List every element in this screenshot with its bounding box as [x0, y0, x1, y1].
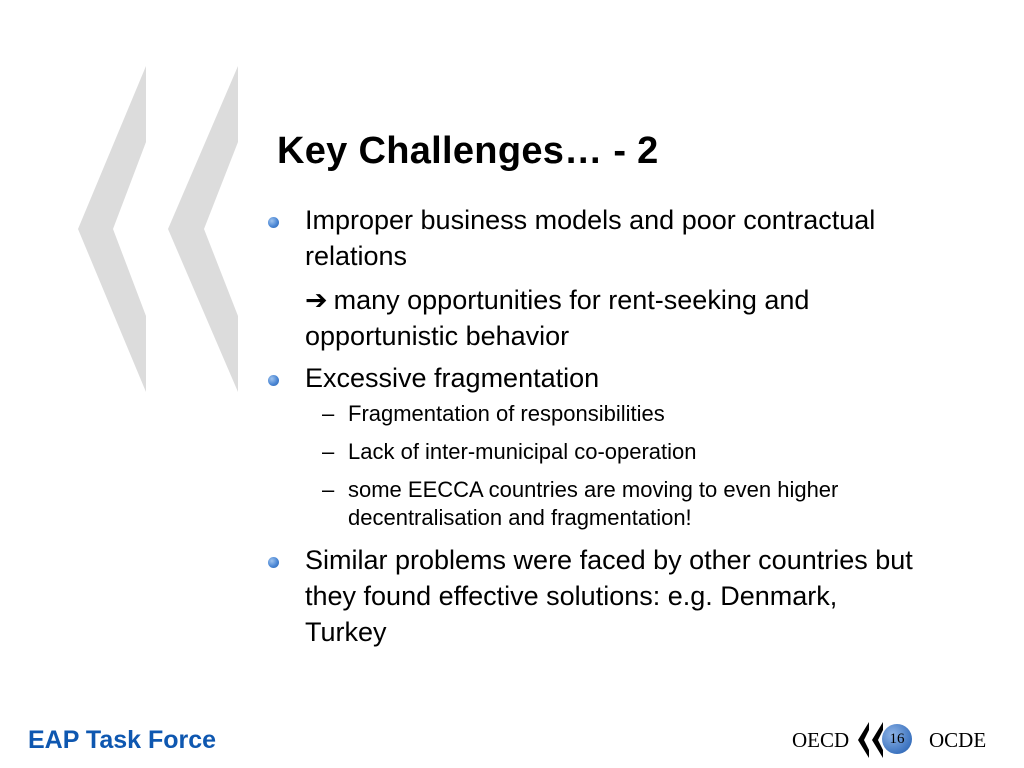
- sub-item-text: Fragmentation of responsibilities: [348, 401, 665, 426]
- bullet-dot-icon: [268, 375, 279, 386]
- sub-item: [322, 400, 925, 428]
- bullet-dot-icon: [268, 557, 279, 568]
- slide-body: [265, 202, 925, 650]
- bullet-followup: [305, 282, 925, 354]
- bullet-item: [265, 360, 925, 396]
- right-arrow-icon: ➔: [305, 285, 328, 315]
- logo-text-right: OCDE: [929, 728, 987, 752]
- sub-item: [322, 476, 925, 532]
- bullet-text: Similar problems were faced by other countries but they found effective solutions: e.g. Denmark, Turkey: [305, 545, 913, 647]
- page-number-badge: 16: [882, 724, 912, 754]
- bullet-text: Improper business models and poor contractual relations: [305, 205, 876, 271]
- sub-item-text: Lack of inter-municipal co-operation: [348, 439, 697, 464]
- dash-marker: –: [322, 401, 335, 426]
- followup-text: many opportunities for rent-seeking and opportunistic behavior: [305, 285, 810, 351]
- bullet-item: [265, 542, 925, 650]
- bullet-item: [265, 202, 925, 354]
- slide-title: Key Challenges… - 2: [277, 130, 659, 172]
- logo-text-left: OECD: [792, 728, 850, 752]
- sub-item-text: some EECCA countries are moving to even higher decentralisation and fragmentation!: [348, 477, 839, 530]
- oecd-chevron-watermark: [70, 66, 240, 392]
- sub-item: [322, 438, 925, 466]
- footer-label: EAP Task Force: [28, 726, 217, 754]
- bullet-text: Excessive fragmentation: [305, 363, 600, 393]
- sub-list: [265, 400, 925, 532]
- dash-marker: –: [322, 477, 335, 502]
- bullet-dot-icon: [268, 217, 279, 228]
- dash-marker: –: [322, 439, 335, 464]
